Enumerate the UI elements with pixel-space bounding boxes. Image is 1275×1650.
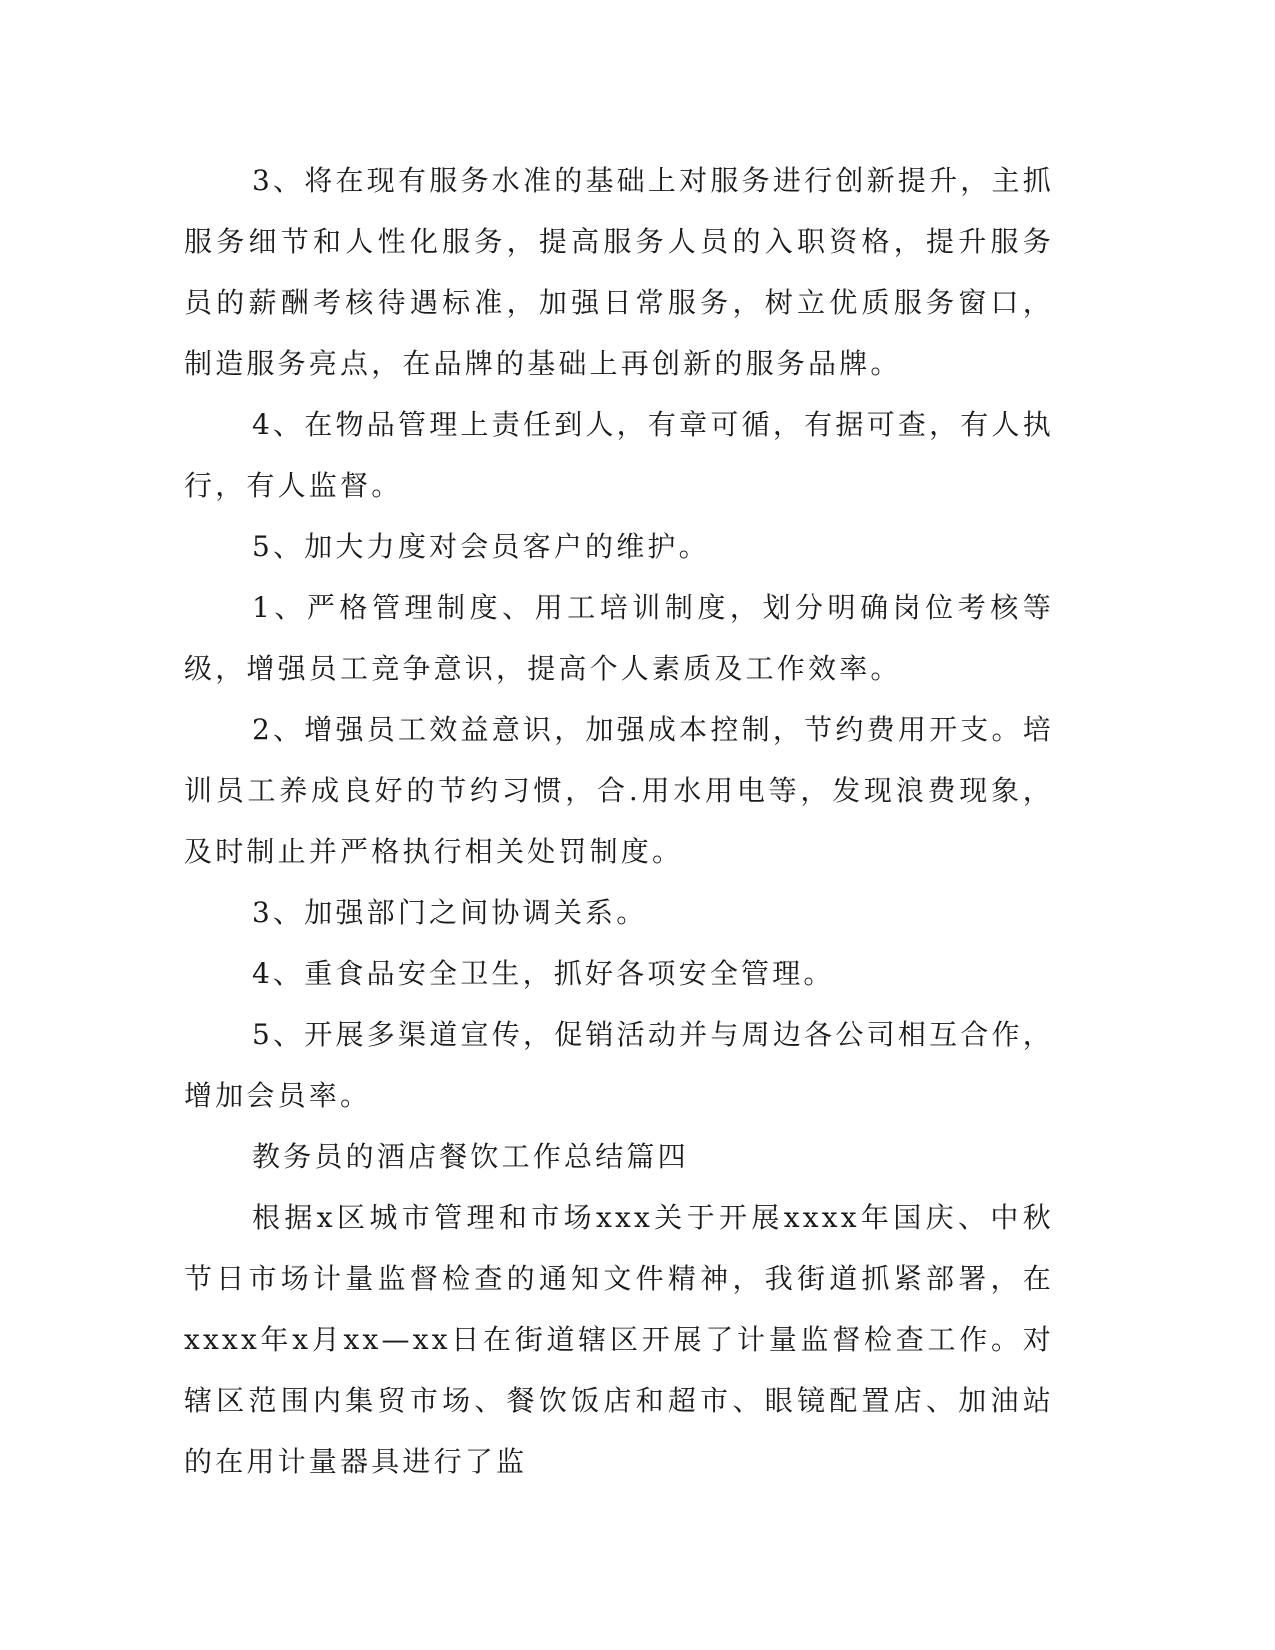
document-body — [184, 150, 1054, 1492]
paragraph-member-maintenance: 5、加大力度对会员客户的维护。 — [252, 530, 710, 563]
paragraph-cost-control: 2、增强员工效益意识，加强成本控制，节约费用开支。培训员工养成良好的节约习惯，合.用水用电等，发现浪费现象，及时制止并严格执行相关处罚制度。 — [184, 713, 1054, 868]
paragraph-food-safety: 4、重食品安全卫生，抓好各项安全管理。 — [252, 957, 835, 990]
paragraph-department-coordination: 3、加强部门之间协调关系。 — [252, 896, 648, 929]
paragraph-promotion: 5、开展多渠道宣传，促销活动并与周边各公司相互合作，增加会员率。 — [184, 1018, 1054, 1112]
paragraph-goods-management: 4、在物品管理上责任到人，有章可循，有据可查，有人执行，有人监督。 — [184, 408, 1054, 502]
paragraph-service-innovation: 3、将在现有服务水准的基础上对服务进行创新提升，主抓服务细节和人性化服务，提高服务人员的入职资格，提升服务员的薪酬考核待遇标准，加强日常服务，树立优质服务窗口，制造服务亮点，在品牌的基础上再创新的服务品牌。 — [184, 164, 1054, 380]
paragraph-management-system: 1、严格管理制度、用工培训制度，划分明确岗位考核等级，增强员工竞争意识，提高个人素质及工作效率。 — [184, 591, 1054, 685]
paragraph-inspection: 根据x区城市管理和市场xxx关于开展xxxx年国庆、中秋节日市场计量监督检查的通知文件精神，我街道抓紧部署，在xxxx年x月xx—xx日在街道辖区开展了计量监督检查工作。对辖区范围内集贸市场、餐饮饭店和超市、眼镜配置店、加油站的在用计量器具进行了监 — [184, 1201, 1054, 1478]
section-heading: 教务员的酒店餐饮工作总结篇四 — [252, 1140, 689, 1173]
